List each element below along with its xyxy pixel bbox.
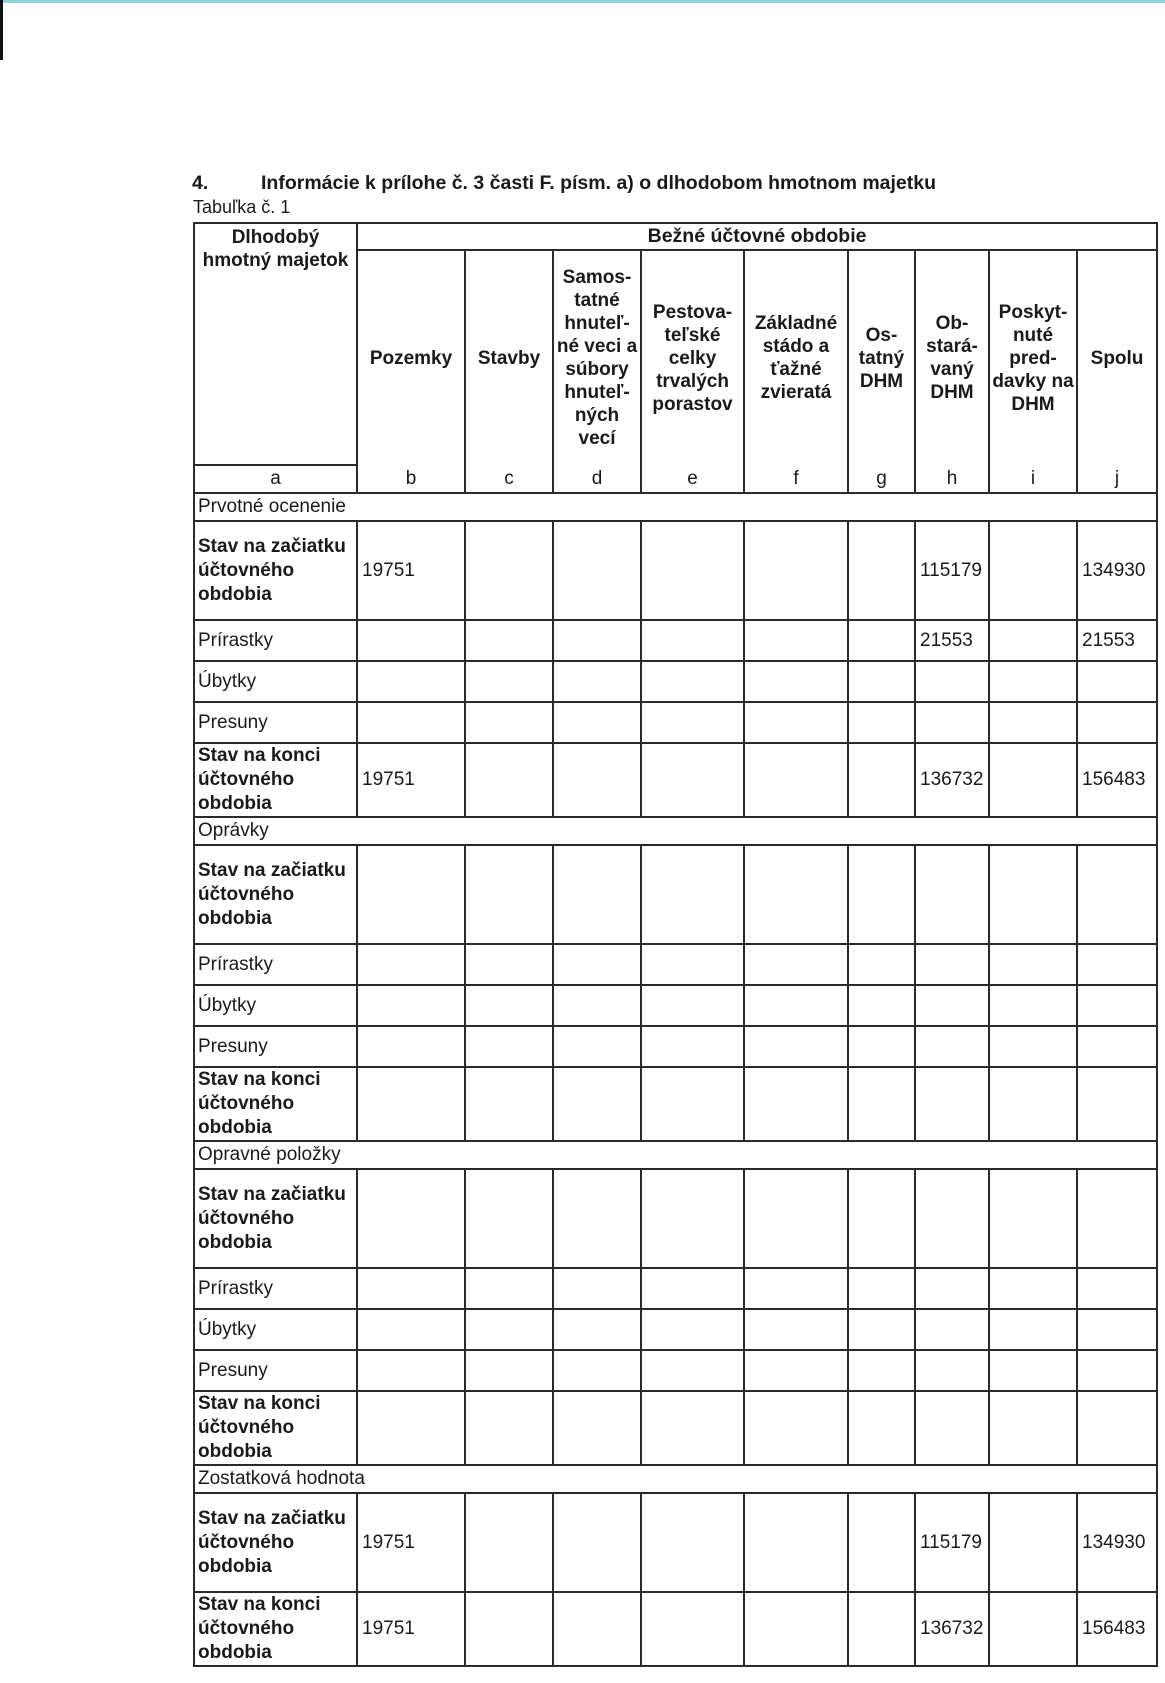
- column-header-h: Ob-stará-vaný DHM: [915, 250, 989, 465]
- row-label: Stav na konci účtovného obdobia: [194, 1067, 357, 1141]
- section-title: Prvotné ocenenie: [194, 493, 1157, 521]
- cell-i: [989, 1067, 1077, 1141]
- cell-c: [465, 1493, 553, 1592]
- cell-b: [357, 1391, 465, 1465]
- table-row: [194, 702, 1157, 743]
- section-row: [194, 1141, 1157, 1169]
- cell-f: [744, 661, 848, 702]
- cell-e: [641, 1391, 744, 1465]
- cell-j: [1077, 1169, 1157, 1268]
- cell-j: [1077, 845, 1157, 944]
- column-letter-row: [194, 465, 1157, 493]
- cell-h: [915, 661, 989, 702]
- cell-h: [915, 985, 989, 1026]
- cell-b: [357, 661, 465, 702]
- column-letter-e: e: [641, 465, 744, 493]
- cell-i: [989, 1391, 1077, 1465]
- table-row: [194, 1391, 1157, 1465]
- cell-c: [465, 521, 553, 620]
- column-header-j: Spolu: [1077, 250, 1157, 465]
- table-row: [194, 944, 1157, 985]
- cell-c: [465, 661, 553, 702]
- cell-h: [915, 1169, 989, 1268]
- section-heading: [192, 172, 936, 195]
- cell-b: [357, 1067, 465, 1141]
- cell-i: [989, 521, 1077, 620]
- column-header-d: Samos-tatné hnuteľ-né veci a súbory hnuteľ-ných vecí: [553, 250, 641, 465]
- cell-j: [1077, 1026, 1157, 1067]
- row-label: Úbytky: [194, 661, 357, 702]
- cell-f: [744, 620, 848, 661]
- cell-g: [848, 1350, 915, 1391]
- table-row: [194, 521, 1157, 620]
- cell-f: [744, 1391, 848, 1465]
- table-row: [194, 661, 1157, 702]
- row-label: Presuny: [194, 702, 357, 743]
- row-label: Stav na konci účtovného obdobia: [194, 1391, 357, 1465]
- column-letter-g: g: [848, 465, 915, 493]
- cell-h: [915, 944, 989, 985]
- cell-g: [848, 985, 915, 1026]
- cell-f: [744, 1350, 848, 1391]
- cell-g: [848, 1391, 915, 1465]
- cell-e: [641, 845, 744, 944]
- cell-j: [1077, 1391, 1157, 1465]
- cell-g: [848, 743, 915, 817]
- row-label: Stav na konci účtovného obdobia: [194, 743, 357, 817]
- column-letter: a: [194, 465, 357, 493]
- cell-i: [989, 620, 1077, 661]
- row-label: Stav na začiatku účtovného obdobia: [194, 1493, 357, 1592]
- row-label: Prírastky: [194, 620, 357, 661]
- row-label: Presuny: [194, 1350, 357, 1391]
- table-row: [194, 743, 1157, 817]
- cell-b: 19751: [357, 1592, 465, 1666]
- cell-b: [357, 1350, 465, 1391]
- row-label: Prírastky: [194, 944, 357, 985]
- cell-c: [465, 1592, 553, 1666]
- cell-c: [465, 1026, 553, 1067]
- column-header-c: Stavby: [465, 250, 553, 465]
- row-label: Stav na konci účtovného obdobia: [194, 1592, 357, 1666]
- cell-h: [915, 702, 989, 743]
- cell-j: 156483: [1077, 743, 1157, 817]
- cell-c: [465, 1169, 553, 1268]
- cell-d: [553, 521, 641, 620]
- cell-i: [989, 1268, 1077, 1309]
- cell-e: [641, 985, 744, 1026]
- cell-d: [553, 620, 641, 661]
- cell-c: [465, 1309, 553, 1350]
- cell-e: [641, 944, 744, 985]
- row-header-label: Dlhodobý hmotný majetok: [202, 227, 349, 271]
- cell-e: [641, 1067, 744, 1141]
- cell-b: [357, 620, 465, 661]
- cell-e: [641, 1350, 744, 1391]
- cell-b: 19751: [357, 521, 465, 620]
- cell-b: [357, 1309, 465, 1350]
- cell-e: [641, 1268, 744, 1309]
- cell-i: [989, 1026, 1077, 1067]
- cell-g: [848, 1493, 915, 1592]
- cell-f: [744, 521, 848, 620]
- cell-b: [357, 702, 465, 743]
- cell-h: [915, 1391, 989, 1465]
- cell-g: [848, 1268, 915, 1309]
- cell-j: [1077, 702, 1157, 743]
- cell-d: [553, 1268, 641, 1309]
- cell-f: [744, 702, 848, 743]
- cell-d: [553, 1309, 641, 1350]
- table-row: [194, 1169, 1157, 1268]
- cell-c: [465, 985, 553, 1026]
- column-letter-f: f: [744, 465, 848, 493]
- column-letter-j: j: [1077, 465, 1157, 493]
- cell-f: [744, 985, 848, 1026]
- cell-j: [1077, 1350, 1157, 1391]
- section-title: Opravné položky: [194, 1141, 1157, 1169]
- cell-b: 19751: [357, 1493, 465, 1592]
- cell-j: [1077, 1067, 1157, 1141]
- section-title: Informácie k prílohe č. 3 časti F. písm. a) o dlhodobom hmotnom majetku: [261, 172, 937, 194]
- cell-g: [848, 521, 915, 620]
- section-title: Oprávky: [194, 817, 1157, 845]
- cell-b: [357, 985, 465, 1026]
- table-row: [194, 985, 1157, 1026]
- cell-e: [641, 1169, 744, 1268]
- cell-h: [915, 1350, 989, 1391]
- cell-j: 134930: [1077, 521, 1157, 620]
- table-row: [194, 1026, 1157, 1067]
- row-header-cell: [194, 223, 357, 465]
- cell-b: [357, 845, 465, 944]
- cell-d: [553, 1350, 641, 1391]
- cell-b: 19751: [357, 743, 465, 817]
- cell-f: [744, 1067, 848, 1141]
- column-header-i: Poskyt-nuté pred-davky na DHM: [989, 250, 1077, 465]
- table-row: [194, 1493, 1157, 1592]
- cell-j: [1077, 944, 1157, 985]
- cell-e: [641, 1592, 744, 1666]
- cell-g: [848, 1026, 915, 1067]
- cell-h: [915, 1309, 989, 1350]
- cell-i: [989, 1309, 1077, 1350]
- cell-g: [848, 1592, 915, 1666]
- row-label: Stav na začiatku účtovného obdobia: [194, 845, 357, 944]
- cell-e: [641, 1026, 744, 1067]
- cell-d: [553, 1026, 641, 1067]
- cell-h: [915, 1268, 989, 1309]
- table-row: [194, 1309, 1157, 1350]
- cell-i: [989, 985, 1077, 1026]
- cell-e: [641, 521, 744, 620]
- cell-c: [465, 845, 553, 944]
- cell-g: [848, 1169, 915, 1268]
- cell-e: [641, 702, 744, 743]
- table-caption: Tabuľka č. 1: [193, 197, 291, 217]
- cell-i: [989, 845, 1077, 944]
- column-header-b: Pozemky: [357, 250, 465, 465]
- cell-h: 115179: [915, 521, 989, 620]
- cell-d: [553, 944, 641, 985]
- section-number: 4.: [192, 172, 209, 194]
- cell-f: [744, 1592, 848, 1666]
- cell-c: [465, 1067, 553, 1141]
- cell-i: [989, 1493, 1077, 1592]
- cell-d: [553, 1592, 641, 1666]
- row-label: Prírastky: [194, 1268, 357, 1309]
- cell-g: [848, 845, 915, 944]
- cell-d: [553, 702, 641, 743]
- cell-c: [465, 1350, 553, 1391]
- cell-c: [465, 743, 553, 817]
- cell-f: [744, 1169, 848, 1268]
- cell-i: [989, 1350, 1077, 1391]
- column-header-e: Pestova-teľské celky trvalých porastov: [641, 250, 744, 465]
- cell-f: [744, 1309, 848, 1350]
- cell-f: [744, 845, 848, 944]
- table-row: [194, 1592, 1157, 1666]
- cell-g: [848, 620, 915, 661]
- section-title: Zostatková hodnota: [194, 1465, 1157, 1493]
- cell-f: [744, 743, 848, 817]
- cell-j: 134930: [1077, 1493, 1157, 1592]
- table-body: [194, 493, 1157, 1666]
- cell-f: [744, 1493, 848, 1592]
- section-row: [194, 493, 1157, 521]
- cell-j: [1077, 1309, 1157, 1350]
- cell-d: [553, 985, 641, 1026]
- cell-b: [357, 1268, 465, 1309]
- cell-h: 21553: [915, 620, 989, 661]
- column-letter-b: b: [357, 465, 465, 493]
- cell-h: [915, 1026, 989, 1067]
- cell-g: [848, 1067, 915, 1141]
- table-row: [194, 1067, 1157, 1141]
- cell-h: 136732: [915, 743, 989, 817]
- cell-h: 115179: [915, 1493, 989, 1592]
- section-row: [194, 817, 1157, 845]
- cell-h: 136732: [915, 1592, 989, 1666]
- cell-i: [989, 944, 1077, 985]
- cell-d: [553, 743, 641, 817]
- table-row: [194, 845, 1157, 944]
- cell-c: [465, 702, 553, 743]
- cell-g: [848, 944, 915, 985]
- cell-b: [357, 1169, 465, 1268]
- cell-d: [553, 1169, 641, 1268]
- cell-f: [744, 944, 848, 985]
- cell-i: [989, 661, 1077, 702]
- cell-b: [357, 944, 465, 985]
- cell-e: [641, 661, 744, 702]
- table-row: [194, 620, 1157, 661]
- cell-f: [744, 1026, 848, 1067]
- column-letter-d: d: [553, 465, 641, 493]
- cell-i: [989, 743, 1077, 817]
- row-label: Stav na začiatku účtovného obdobia: [194, 1169, 357, 1268]
- cell-j: [1077, 661, 1157, 702]
- cell-g: [848, 1309, 915, 1350]
- cell-j: 21553: [1077, 620, 1157, 661]
- cell-g: [848, 661, 915, 702]
- scan-top-edge: [0, 0, 1165, 3]
- row-label: Stav na začiatku účtovného obdobia: [194, 521, 357, 620]
- column-letter-c: c: [465, 465, 553, 493]
- cell-h: [915, 845, 989, 944]
- column-letter-h: h: [915, 465, 989, 493]
- cell-j: [1077, 985, 1157, 1026]
- cell-c: [465, 1268, 553, 1309]
- cell-j: 156483: [1077, 1592, 1157, 1666]
- cell-j: [1077, 1268, 1157, 1309]
- row-label: Presuny: [194, 1026, 357, 1067]
- cell-d: [553, 845, 641, 944]
- column-letter-i: i: [989, 465, 1077, 493]
- cell-d: [553, 1391, 641, 1465]
- column-header-f: Základné stádo a ťažné zvieratá: [744, 250, 848, 465]
- row-label: Úbytky: [194, 1309, 357, 1350]
- section-row: [194, 1465, 1157, 1493]
- scan-left-edge: [0, 0, 3, 60]
- cell-d: [553, 1067, 641, 1141]
- table-row: [194, 1268, 1157, 1309]
- cell-b: [357, 1026, 465, 1067]
- cell-e: [641, 620, 744, 661]
- cell-d: [553, 661, 641, 702]
- cell-d: [553, 1493, 641, 1592]
- column-header-g: Os-tatný DHM: [848, 250, 915, 465]
- cell-e: [641, 743, 744, 817]
- row-label: Úbytky: [194, 985, 357, 1026]
- cell-i: [989, 1592, 1077, 1666]
- cell-c: [465, 620, 553, 661]
- cell-f: [744, 1268, 848, 1309]
- table-row: [194, 1350, 1157, 1391]
- period-header: Bežné účtovné obdobie: [357, 223, 1157, 250]
- asset-table: [193, 222, 1158, 1667]
- cell-h: [915, 1067, 989, 1141]
- cell-i: [989, 702, 1077, 743]
- cell-c: [465, 1391, 553, 1465]
- cell-c: [465, 944, 553, 985]
- cell-e: [641, 1493, 744, 1592]
- cell-i: [989, 1169, 1077, 1268]
- cell-g: [848, 702, 915, 743]
- cell-e: [641, 1309, 744, 1350]
